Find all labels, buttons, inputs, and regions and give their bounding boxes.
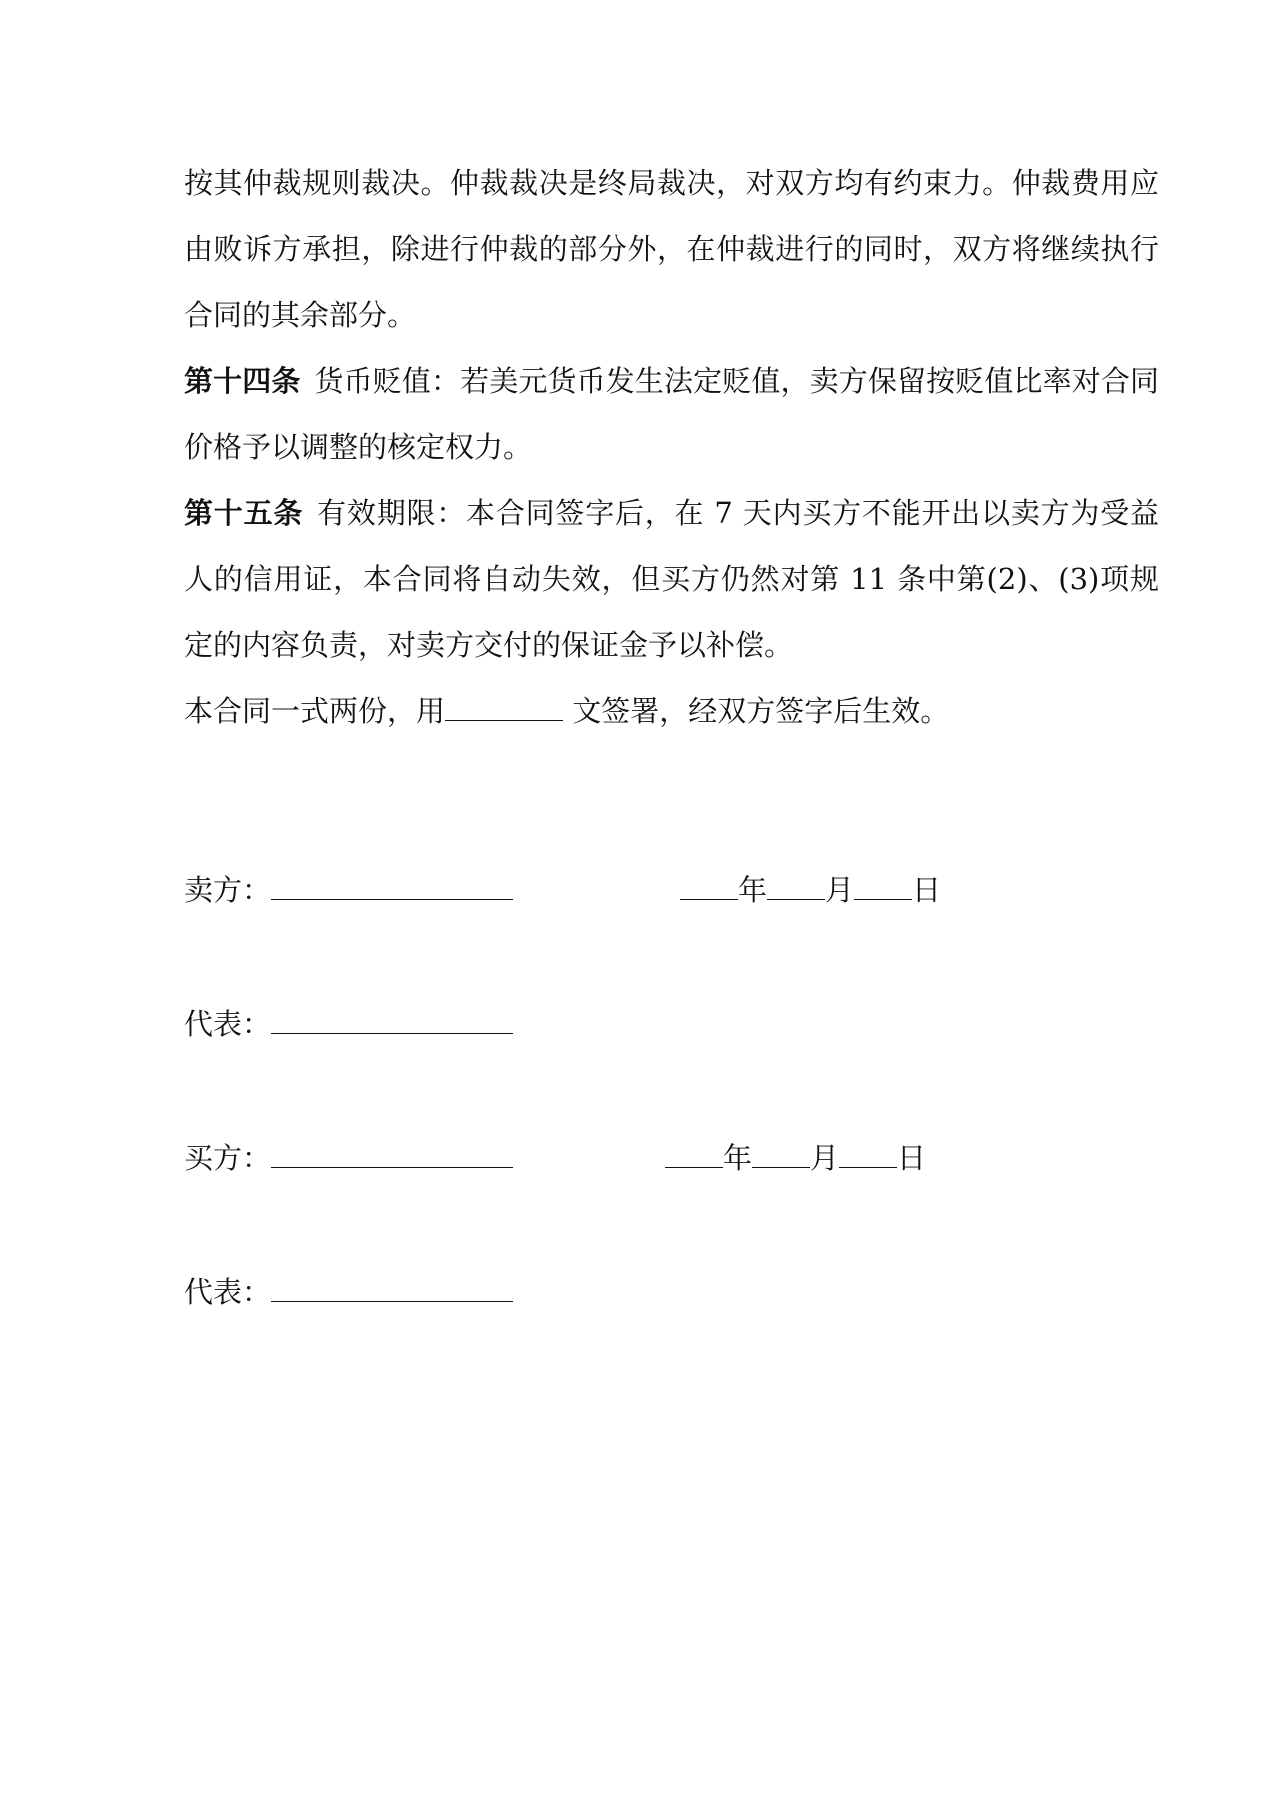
seller-rep-label: 代表： — [184, 1007, 272, 1041]
article-15-title: 第十五条 — [184, 496, 304, 530]
seller-month-blank[interactable] — [767, 877, 825, 900]
buyer-year-label: 年 — [723, 1141, 753, 1175]
seller-rep-line — [184, 1004, 513, 1044]
seller-rep-signature-blank[interactable] — [271, 1011, 513, 1034]
seller-date — [680, 870, 941, 910]
buyer-label: 买方： — [184, 1141, 272, 1175]
seller-year-blank[interactable] — [680, 877, 738, 900]
buyer-day-blank[interactable] — [839, 1145, 897, 1168]
buyer-year-blank[interactable] — [665, 1145, 723, 1168]
arbitration-paragraph: 按其仲裁规则裁决。仲裁裁决是终局裁决，对双方均有约束力。仲裁费用应由败诉方承担，除进行仲裁的部分外，在仲裁进行的同时，双方将继续执行合同的其余部分。 — [184, 166, 1159, 332]
article-14-text: 货币贬值：若美元货币发生法定贬值，卖方保留按贬值比率对合同价格予以调整的核定权力。 — [184, 364, 1159, 464]
buyer-date — [665, 1138, 926, 1178]
seller-day-label: 日 — [912, 873, 942, 907]
seller-year-label: 年 — [738, 873, 768, 907]
closing-prefix: 本合同一式两份，用 — [184, 694, 446, 728]
buyer-month-label: 月 — [810, 1141, 840, 1175]
buyer-line — [184, 1138, 513, 1178]
article-15-text: 有效期限：本合同签字后，在 7 天内买方不能开出以卖方为受益人的信用证，本合同将自动失效，但买方仍然对第 11 条中第(2)、(3)项规定的内容负责，对卖方交付的保证金予以补偿。 — [184, 496, 1159, 662]
article-14-title: 第十四条 — [184, 364, 301, 398]
seller-label: 卖方： — [184, 873, 272, 907]
buyer-month-blank[interactable] — [752, 1145, 810, 1168]
closing-paragraph — [184, 678, 1159, 744]
buyer-rep-line — [184, 1272, 513, 1312]
closing-suffix: 文签署，经双方签字后生效。 — [563, 694, 950, 728]
seller-day-blank[interactable] — [854, 877, 912, 900]
buyer-day-label: 日 — [897, 1141, 927, 1175]
buyer-rep-label: 代表： — [184, 1275, 272, 1309]
buyer-rep-signature-blank[interactable] — [271, 1279, 513, 1302]
language-blank[interactable] — [445, 698, 563, 721]
buyer-signature-blank[interactable] — [271, 1145, 513, 1168]
seller-signature-blank[interactable] — [271, 877, 513, 900]
seller-line — [184, 870, 513, 910]
seller-month-label: 月 — [825, 873, 855, 907]
article-14 — [184, 348, 1159, 480]
article-15 — [184, 480, 1159, 678]
